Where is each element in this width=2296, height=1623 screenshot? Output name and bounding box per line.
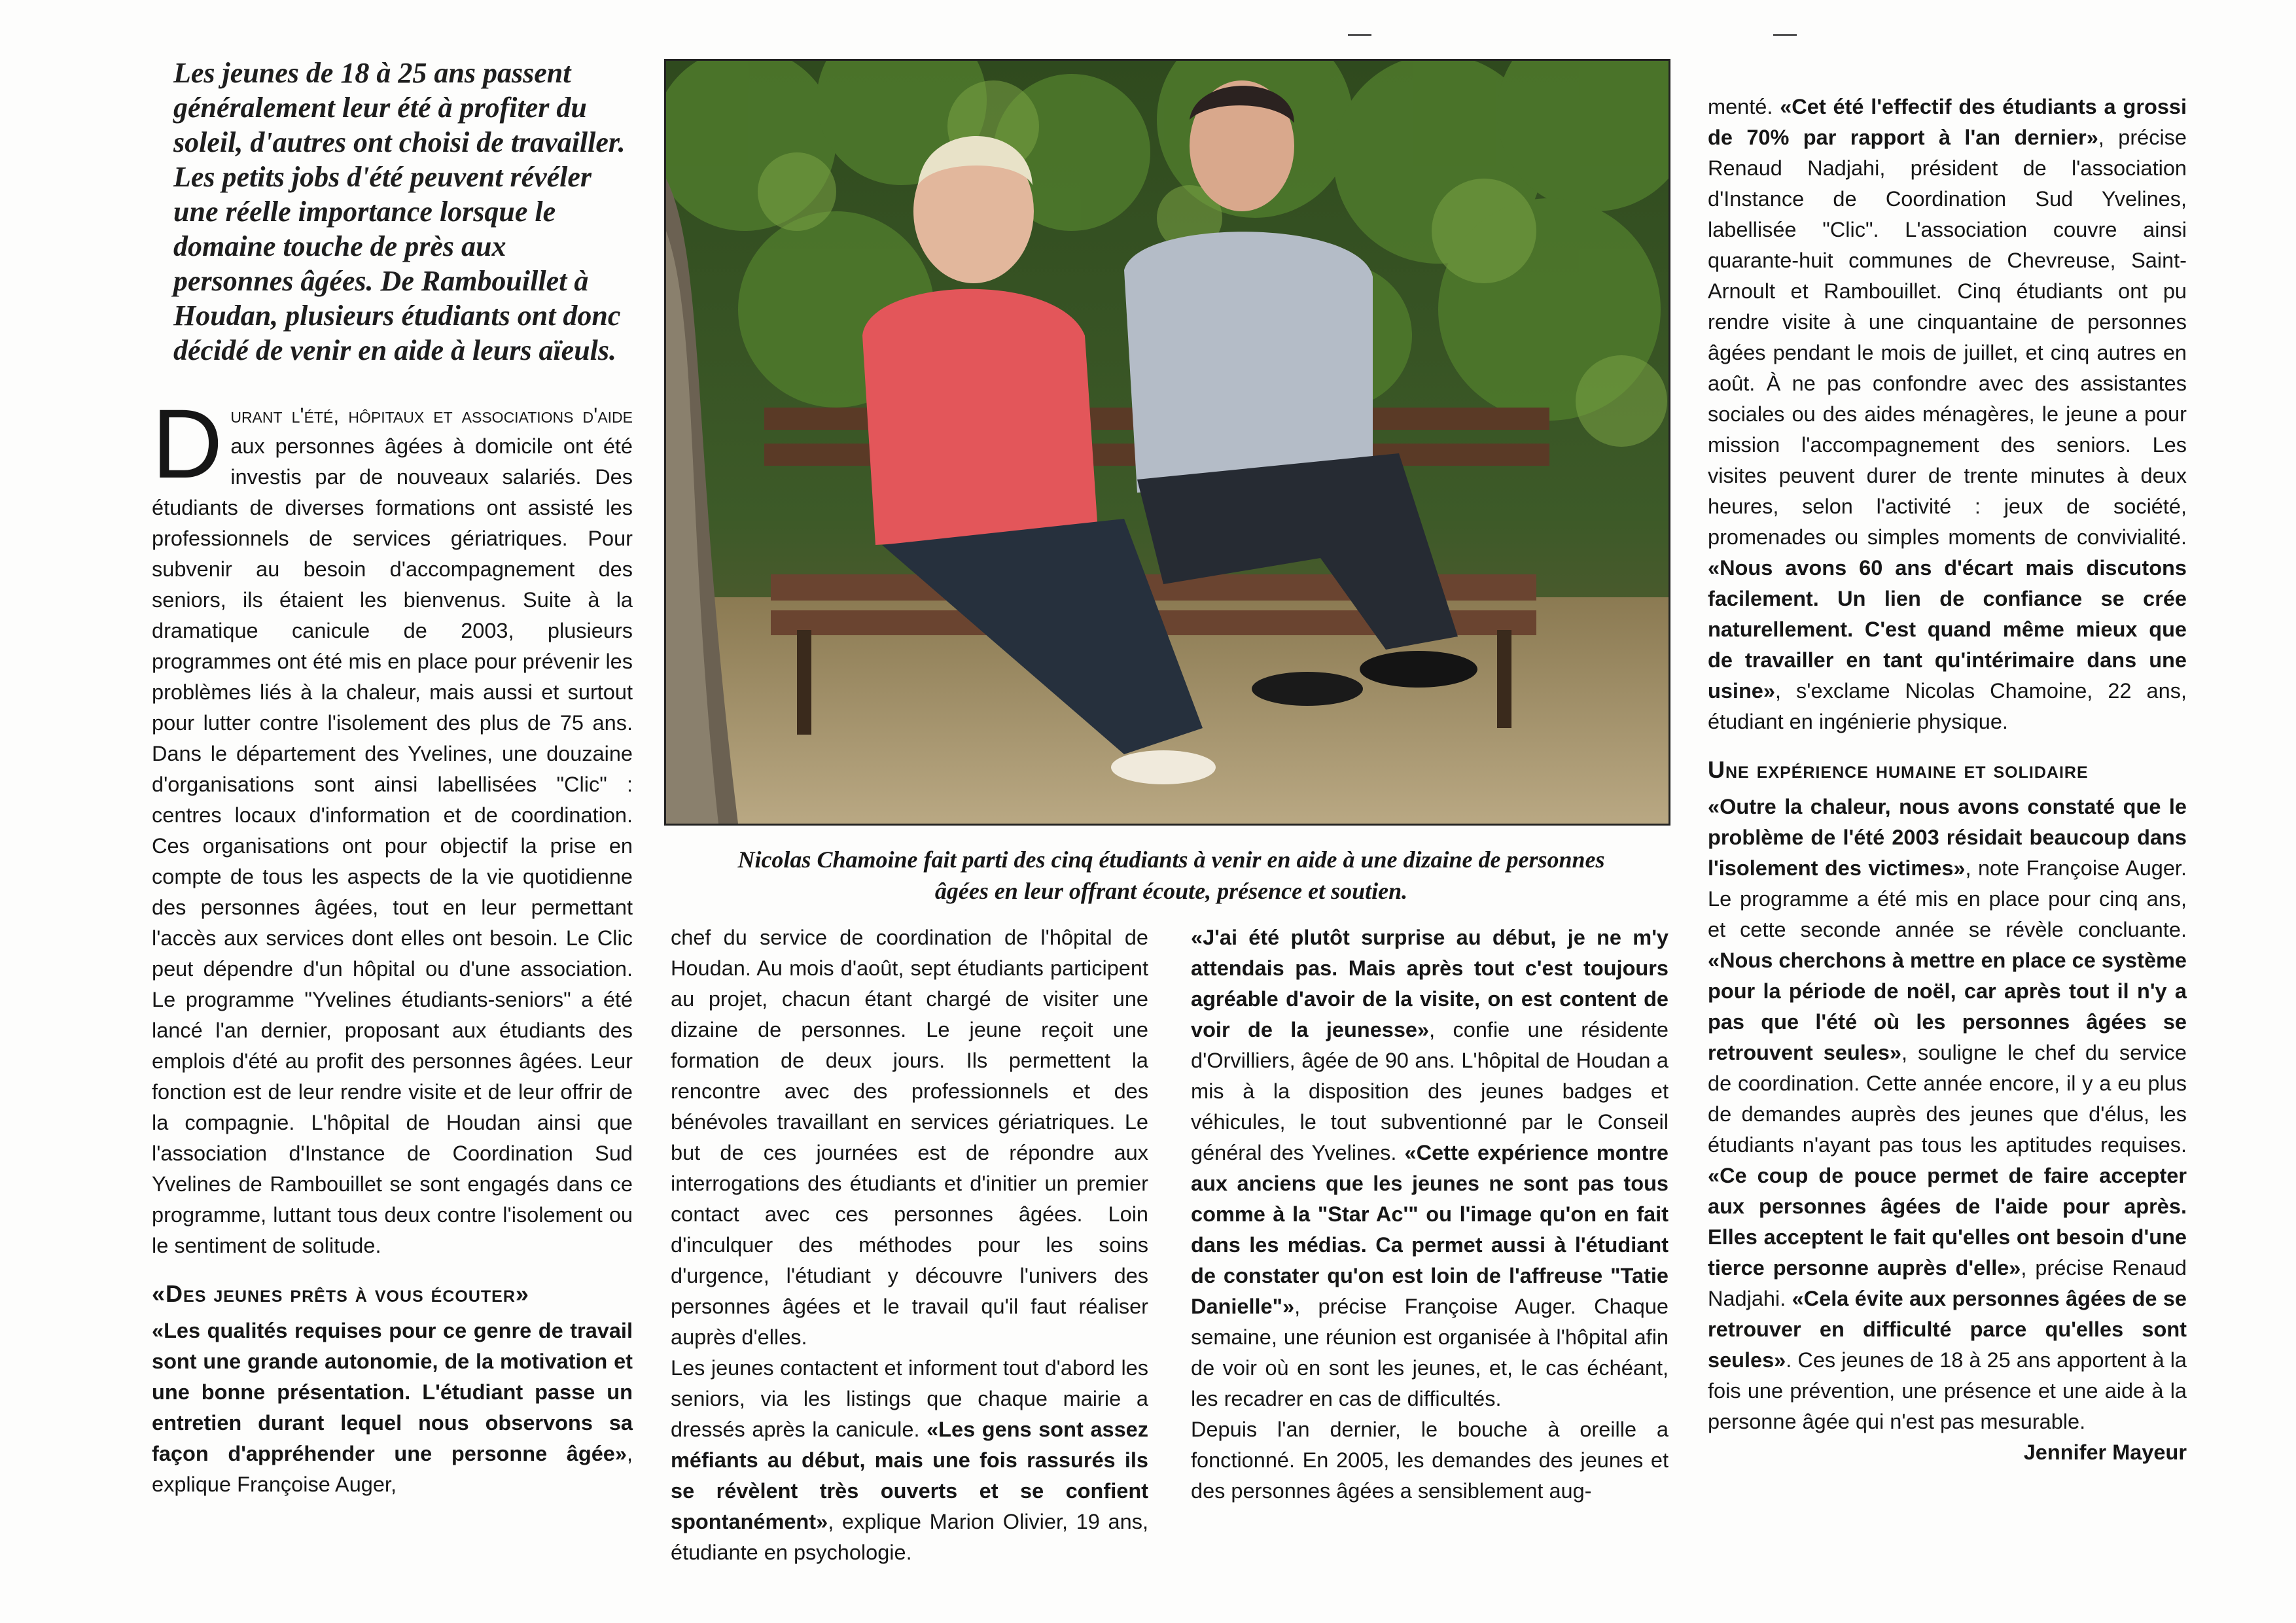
scan-mark — [1348, 34, 1371, 36]
attribution: , souligne le chef du service de coordination. Cette année encore, il y a eu plus de demandes auprès des jeunes que d'élus, les étudiants n'ayant pas tous les aptitudes requises. — [1708, 1041, 2187, 1157]
attribution: . Ces jeunes de 18 à 25 ans apportent à la fois une prévention, une présence et une aide à la personne âgée qui n'est pas mesurable. — [1708, 1348, 2187, 1433]
lead-smallcaps: urant l'été, hôpitaux et associations d'aide — [230, 404, 633, 427]
lead-text — [152, 389, 633, 1261]
attribution: , note Françoise Auger. Le programme a été mis en place pour cinq ans, et cette seconde année se révèle concluante. — [1708, 856, 2187, 941]
attribution: , précise Renaud Nadjahi. — [1708, 1256, 2187, 1310]
quote: «Les gens sont assez méfiants au début, mais une fois rassurés ils se révèlent très ouverts et se confient spontanément» — [671, 1418, 1148, 1533]
col1-paragraph-2 — [152, 1316, 633, 1500]
column-1 — [152, 389, 633, 1500]
quote: «Nous cherchons à mettre en place ce système pour la période de noël, car après tout il n'y a pas que l'été où les personnes âgées se retrouvent seules» — [1708, 949, 2187, 1064]
author-signature: Jennifer Mayeur — [2023, 1440, 2187, 1464]
attribution: , explique Françoise Auger, — [152, 1442, 633, 1496]
photo-seniors-bench — [664, 59, 1670, 826]
quote: «J'ai été plutôt surprise au début, je ne m'y attendais pas. Mais après tout c'est toujours agréable d'avoir de la visite, on est content de voir de la jeunesse» — [1191, 926, 1669, 1041]
attribution: , explique Marion Olivier, 19 ans, étudiante en psychologie. — [671, 1510, 1148, 1564]
col2-paragraph-2 — [671, 1353, 1148, 1568]
attribution: , confie une résidente d'Orvilliers, âgée de 90 ans. L'hôpital de Houdan a mis à la disposition des jeunes badges et véhicules, le tout subventionné par le Conseil général des Yvelines. — [1191, 1018, 1669, 1164]
quote: «Outre la chaleur, nous avons constaté que le problème de l'été 2003 résidait beaucoup dans l'isolement des victimes» — [1708, 795, 2187, 880]
col3-paragraph-2: Depuis l'an dernier, le bouche à oreille a fonctionné. En 2005, les demandes des jeunes et des personnes âgées a sensiblement aug- — [1191, 1418, 1669, 1503]
column-2 — [671, 922, 1148, 1568]
bench-photo-illustration — [666, 61, 1669, 824]
column-4 — [1708, 92, 2187, 1468]
col4-text: menté. — [1708, 95, 1773, 118]
quote: «Cette expérience montre aux anciens que les jeunes ne sont pas tous comme à la "Star Ac'" ou l'image qu'on en fait dans les médias. Ca permet aussi à l'étudiant de constater qu'on est loin de l'affreuse "Tatie Danielle"» — [1191, 1141, 1669, 1318]
quote: «Ce coup de pouce permet de faire accepter aux personnes âgées de l'aide pour après. Elles acceptent le fait qu'elles ont besoin d'une tierce personne auprès d'elle» — [1708, 1164, 2187, 1280]
attribution: , précise Renaud Nadjahi, président de l'association d'Instance de Coordination Sud Yvelines, labellisée "Clic". L'association couvre ainsi quarante-huit communes de Chevreuse, Saint-Arnoult et Rambouillet. Cinq étudiants ont pu rendre visite à une cinquantaine de personnes âgées pendant le mois de juillet, et cinq autres en août. À ne pas confondre avec des assistantes sociales ou des aides ménagères, le jeune a pour mission l'accompagnement des seniors. Les visites peuvent durer de trente minutes à deux heures, selon l'activité : jeux de société, promenades ou simples moments de convivialité. — [1708, 126, 2187, 549]
subheading-1: «Des jeunes prêts à vous écouter» — [152, 1280, 529, 1307]
article-intro: Les jeunes de 18 à 25 ans passent généralement leur été à profiter du soleil, d'autres ont choisi de travailler. Les petits jobs d'été peuvent révéler une réelle importance lorsque le domaine touche de près aux personnes âgées. De Rambouillet à Houdan, plusieurs étudiants ont donc décidé de venir en aide à leurs aïeuls. — [173, 57, 626, 366]
col4-paragraph-2 — [1708, 792, 2187, 1437]
attribution: , s'exclame Nicolas Chamoine, 22 ans, étudiant en ingénierie physique. — [1708, 679, 2187, 733]
attribution: , précise Françoise Auger. Chaque semaine, une réunion est organisée à l'hôpital afin de voir où en sont les jeunes, et, le cas échéant, les recadrer en cas de difficultés. — [1191, 1295, 1669, 1410]
drop-cap: D — [152, 389, 223, 498]
quote: «Cet été l'effectif des étudiants a grossi de 70% par rapport à l'an dernier» — [1708, 95, 2187, 149]
col2-text: Les jeunes contactent et informent tout d'abord les seniors, via les listings que chaque mairie a dressés après la canicule. — [671, 1356, 1148, 1441]
col1-paragraph-1: aux personnes âgées à domicile ont été investis par de nouveaux salariés. Des étudiants de diverses formations ont assisté les professionnels de services gériatriques. Pour subvenir au besoin d'accompagnement des seniors, ils étaient les bienvenus. Suite à la dramatique canicule de 2003, plusieurs programmes ont été mis en place pour prévenir les problèmes liés à la chaleur, mais aussi et surtout pour lutter contre l'isolement des plus de 75 ans. Dans le département des Yvelines, une douzaine d'organisations sont ainsi labellisées "Clic" : centres locaux d'information et de coordination. Ces organisations ont pour objectif la prise en compte de tous les aspects de la vie quotidienne des personnes âgées, tout en leur permettant l'accès aux services dont elles ont besoin. Le Clic peut dépendre d'un hôpital ou d'une association. Le programme "Yvelines étudiants-seniors" a été lancé l'an dernier, proposant aux étudiants des emplois d'été au profit des personnes âgées. Leur fonction est de leur rendre visite et de leur offrir de la compagnie. L'hôpital de Houdan ainsi que l'association d'Instance de Coordination Sud Yvelines de Rambouillet se sont engagés dans ce programme, luttant tous deux contre l'isolement ou le sentiment de solitude. — [152, 434, 633, 1257]
quote: «Nous avons 60 ans d'écart mais discutons facilement. Un lien de confiance se crée naturellement. C'est quand même mieux que de travailler en tant qu'intérimaire dans une usine» — [1708, 556, 2187, 703]
col4-paragraph-1 — [1708, 92, 2187, 737]
quote: «Les qualités requises pour ce genre de travail sont une grande autonomie, de la motivation et une bonne présentation. L'étudiant passe un entretien durant lequel nous observons sa façon d'appréhender une personne âgée» — [152, 1319, 633, 1465]
subheading-2: Une expérience humaine et solidaire — [1708, 756, 2089, 783]
scan-mark — [1773, 34, 1797, 36]
column-3 — [1191, 922, 1669, 1507]
photo-caption: Nicolas Chamoine fait parti des cinq étudiants à venir en aide à une dizaine de personnes âgées en leur offrant écoute, présence et soutien. — [737, 846, 1605, 904]
col2-paragraph-1: chef du service de coordination de l'hôpital de Houdan. Au mois d'août, sept étudiants participent au projet, chacun étant chargé de visiter une dizaine de personnes. Le jeune reçoit une formation de deux jours. Ils permettent la rencontre avec des professionnels et des bénévoles travaillant en services gériatriques. Le but de ces journées est de répondre aux interrogations des étudiants et d'initier un premier contact avec ces personnes âgées. Loin d'inculquer des méthodes pour les soins d'urgence, l'étudiant y découvre l'univers des personnes âgées et le travail qu'il faut réaliser auprès d'elles. — [671, 926, 1148, 1349]
quote: «Cela évite aux personnes âgées de se retrouver en difficulté parce qu'elles sont seules» — [1708, 1287, 2187, 1372]
col3-paragraph-1 — [1191, 922, 1669, 1414]
